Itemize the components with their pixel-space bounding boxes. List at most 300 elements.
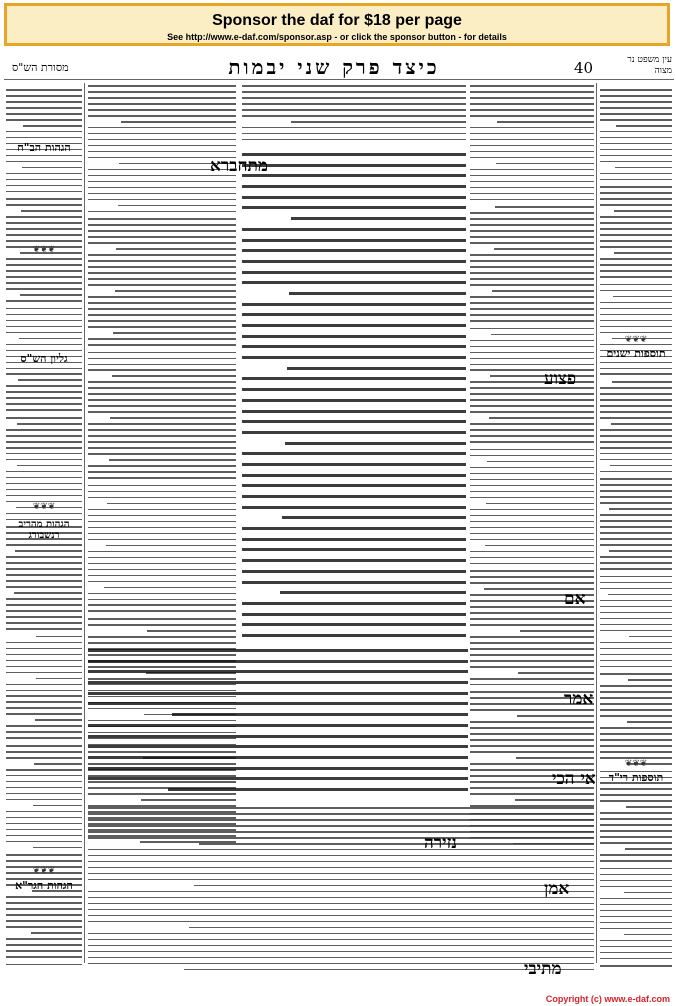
text-line [470, 193, 594, 195]
text-line [88, 230, 236, 232]
text-line [88, 133, 236, 135]
text-line [470, 260, 594, 262]
text-line [21, 210, 82, 212]
text-line [470, 364, 594, 366]
text-line [118, 205, 236, 207]
text-line [600, 709, 672, 711]
text-line [470, 199, 594, 201]
text-line [6, 320, 82, 322]
text-line [600, 258, 672, 260]
text-line [470, 455, 594, 457]
text-line [470, 739, 594, 741]
text-line [242, 239, 466, 242]
text-line [6, 453, 82, 455]
text-line [189, 927, 594, 929]
text-line [88, 604, 236, 606]
text-line [6, 107, 82, 109]
text-line [242, 303, 466, 306]
text-line [6, 417, 82, 419]
text-line [242, 228, 466, 231]
text-line [470, 230, 594, 232]
text-line [242, 127, 466, 129]
text-line [6, 920, 82, 922]
text-line [88, 358, 236, 360]
ornament-icon: ❦❦❦ [32, 502, 56, 512]
text-line [470, 328, 594, 330]
text-line [6, 489, 82, 491]
text-line [34, 763, 82, 765]
text-line [600, 308, 672, 310]
text-line [242, 153, 466, 156]
text-line [600, 940, 672, 942]
text-line [600, 576, 672, 578]
text-line [613, 296, 672, 298]
text-line [291, 121, 466, 123]
text-line [470, 435, 594, 437]
text-line [470, 254, 594, 256]
text-line [291, 217, 466, 220]
text-line [600, 484, 672, 486]
text-line [610, 465, 672, 467]
text-line [110, 417, 236, 419]
text-line [600, 727, 672, 729]
text-line [36, 636, 82, 638]
text-line [6, 556, 82, 558]
text-line [470, 91, 594, 93]
text-line [88, 326, 236, 328]
text-line [470, 570, 594, 572]
text-line [470, 441, 594, 443]
text-line [88, 441, 236, 443]
text-line [168, 788, 468, 791]
text-line [15, 550, 82, 552]
text-line [109, 459, 236, 461]
text-line [6, 690, 82, 692]
text-line [88, 879, 594, 881]
text-line [242, 613, 466, 616]
text-line [600, 204, 672, 206]
text-line [6, 568, 82, 570]
text-line [242, 345, 466, 348]
text-line [600, 612, 672, 614]
text-line [470, 346, 594, 348]
text-line [490, 375, 594, 377]
text-line [88, 477, 236, 479]
text-line [470, 399, 594, 401]
text-line [112, 375, 236, 377]
text-line [609, 550, 672, 552]
text-line [516, 757, 594, 759]
text-line [242, 463, 466, 466]
text-line [470, 721, 594, 723]
text-line [19, 338, 82, 340]
text-line [88, 735, 468, 738]
text-line [600, 715, 672, 717]
text-line [600, 411, 672, 413]
text-line [625, 848, 672, 850]
text-line [88, 435, 236, 437]
text-line [470, 497, 594, 499]
text-line [6, 385, 82, 387]
text-line [242, 474, 466, 477]
text-line [242, 356, 466, 359]
text-line [470, 115, 594, 117]
text-line [600, 824, 672, 826]
text-line [470, 509, 594, 511]
text-line [6, 459, 82, 461]
text-line [6, 332, 82, 334]
text-line [6, 228, 82, 230]
text-line [88, 278, 236, 280]
text-line [491, 334, 594, 336]
text-line [470, 423, 594, 425]
text-line [88, 109, 236, 111]
text-line [22, 167, 82, 169]
text-line [88, 939, 594, 941]
text-line [600, 502, 672, 504]
text-line [88, 945, 594, 947]
text-line [600, 745, 672, 747]
text-line [88, 903, 594, 905]
text-line [88, 660, 468, 663]
text-line [6, 854, 82, 856]
text-line [600, 520, 672, 522]
text-line [470, 624, 594, 626]
text-line [88, 861, 594, 863]
text-line [6, 672, 82, 674]
text-line [470, 85, 594, 87]
text-line [600, 373, 672, 375]
text-line [629, 636, 672, 638]
text-line [614, 252, 672, 254]
text-line [6, 666, 82, 668]
text-line [6, 829, 82, 831]
text-line [6, 373, 82, 375]
text-line [600, 107, 672, 109]
text-line [600, 228, 672, 230]
text-line [113, 332, 236, 334]
text-line [600, 691, 672, 693]
text-line [626, 806, 672, 808]
text-line [600, 842, 672, 844]
text-line [470, 582, 594, 584]
text-line [88, 411, 236, 413]
text-line [600, 320, 672, 322]
text-line [242, 410, 466, 413]
text-line [470, 302, 594, 304]
text-line [88, 636, 236, 638]
text-line [6, 276, 82, 278]
rule-1 [84, 83, 85, 963]
sponsor-headline: Sponsor the daf for $18 per page [212, 12, 462, 29]
text-line [470, 751, 594, 753]
text-line [600, 648, 672, 650]
text-line [600, 441, 672, 443]
text-line [520, 630, 594, 632]
copyright-notice: Copyright (c) www.e-daf.com [545, 994, 670, 1004]
text-line [88, 338, 236, 340]
catchword-8: מתיבי [524, 959, 562, 979]
page-header [4, 53, 674, 81]
text-line [242, 91, 466, 93]
text-line [88, 670, 468, 673]
text-line [88, 399, 236, 401]
text-line [88, 85, 236, 87]
text-line [600, 198, 672, 200]
text-line [6, 198, 82, 200]
text-line [6, 350, 82, 352]
text-line [6, 580, 82, 582]
text-line [600, 332, 672, 334]
text-line [107, 503, 236, 505]
text-line [600, 179, 672, 181]
text-line [600, 429, 672, 431]
text-line [470, 314, 594, 316]
text-line [31, 932, 82, 934]
text-line [600, 886, 672, 888]
text-line [609, 508, 672, 510]
text-line [6, 397, 82, 399]
text-line [470, 557, 594, 559]
margin-title-gilyon: גליון הש"ס [20, 352, 68, 365]
text-line [141, 799, 236, 801]
text-line [88, 103, 236, 105]
text-line [88, 181, 236, 183]
header-left: מסורת הש"ס [12, 61, 69, 74]
text-line [470, 660, 594, 662]
text-line [6, 622, 82, 624]
header-right: עין משפט נר מצוה [627, 55, 672, 76]
text-line [600, 131, 672, 133]
text-line [600, 818, 672, 820]
text-line [470, 666, 594, 668]
text-line [88, 308, 236, 310]
text-line [470, 157, 594, 159]
text-line [600, 685, 672, 687]
text-line [242, 133, 466, 135]
text-line [608, 594, 672, 596]
text-line [600, 276, 672, 278]
text-line [600, 965, 672, 967]
text-line [6, 574, 82, 576]
text-line [88, 260, 236, 262]
text-line [600, 794, 672, 796]
text-line [470, 678, 594, 680]
text-line [6, 787, 82, 789]
text-line [600, 314, 672, 316]
header-rule [4, 79, 674, 80]
text-line [470, 296, 594, 298]
text-line [88, 485, 236, 487]
text-line [6, 137, 82, 139]
text-line [6, 368, 82, 370]
text-line [6, 89, 82, 91]
text-line [242, 313, 466, 316]
text-line [470, 284, 594, 286]
text-line [88, 724, 468, 727]
gemara-text [242, 153, 466, 637]
text-line [6, 707, 82, 709]
text-line [88, 807, 594, 809]
text-line [88, 115, 236, 117]
text-line [88, 151, 236, 153]
text-line [88, 266, 236, 268]
text-line [88, 642, 236, 644]
text-line [600, 642, 672, 644]
text-line [600, 618, 672, 620]
text-line [6, 173, 82, 175]
text-line [486, 503, 594, 505]
text-line [497, 121, 594, 123]
text-line [6, 926, 82, 928]
text-line [615, 167, 672, 169]
text-line [242, 164, 466, 167]
text-line [88, 471, 236, 473]
text-line [600, 868, 672, 870]
text-line [88, 521, 236, 523]
text-line [88, 837, 594, 839]
text-line [600, 234, 672, 236]
text-line [88, 320, 236, 322]
text-line [88, 145, 236, 147]
text-line [6, 513, 82, 515]
text-line [88, 302, 236, 304]
text-line [88, 819, 594, 821]
text-line [88, 581, 236, 583]
text-line [470, 109, 594, 111]
text-line [6, 835, 82, 837]
text-line [6, 258, 82, 260]
text-line [6, 314, 82, 316]
text-line [600, 800, 672, 802]
text-line [6, 191, 82, 193]
text-line [470, 618, 594, 620]
text-line [88, 745, 468, 748]
ornament-icon: ❦❦❦ [624, 759, 648, 769]
text-line [35, 719, 82, 721]
text-line [242, 206, 466, 209]
text-line [242, 570, 466, 573]
sponsor-subline: See http://www.e-daf.com/sponsor.asp - or click the sponsor button - for details [167, 32, 507, 42]
text-line [6, 471, 82, 473]
text-line [242, 495, 466, 498]
text-line [242, 634, 466, 637]
text-line [242, 97, 466, 99]
text-line [6, 642, 82, 644]
text-line [88, 352, 236, 354]
text-line [600, 447, 672, 449]
text-line [614, 210, 672, 212]
text-line [600, 922, 672, 924]
catchword-6: נזירה [424, 833, 457, 853]
text-line [6, 751, 82, 753]
text-line [600, 173, 672, 175]
text-line [495, 206, 594, 208]
text-line [600, 192, 672, 194]
text-line [6, 737, 82, 739]
text-line [88, 429, 236, 431]
text-line [18, 379, 82, 381]
text-line [470, 358, 594, 360]
text-line [6, 391, 82, 393]
text-line [6, 447, 82, 449]
text-line [600, 606, 672, 608]
text-line [470, 763, 594, 765]
margin-title-hagahot-habach: הגהות הב"ח [17, 141, 71, 154]
text-line [88, 509, 236, 511]
text-line [88, 139, 236, 141]
text-line [88, 557, 236, 559]
text-line [121, 121, 236, 123]
text-line [88, 387, 236, 389]
text-line [88, 599, 236, 601]
text-line [6, 902, 82, 904]
text-line [6, 495, 82, 497]
text-line [600, 435, 672, 437]
text-line [88, 855, 594, 857]
text-line [600, 113, 672, 115]
text-line [600, 393, 672, 395]
text-line [6, 793, 82, 795]
text-line [470, 352, 594, 354]
text-line [6, 964, 82, 966]
text-line [88, 692, 468, 695]
text-line [88, 610, 236, 612]
text-line [518, 672, 594, 674]
text-line [242, 174, 466, 177]
text-line [6, 161, 82, 163]
text-line [600, 812, 672, 814]
text-line [470, 642, 594, 644]
text-line [470, 521, 594, 523]
text-line [487, 461, 594, 463]
text-line [242, 623, 466, 626]
text-line [6, 185, 82, 187]
text-line [6, 695, 82, 697]
text-line [600, 222, 672, 224]
text-line [611, 423, 672, 425]
text-line [6, 562, 82, 564]
text-line [6, 586, 82, 588]
sponsor-banner[interactable] [4, 3, 670, 46]
text-line [6, 914, 82, 916]
text-line [6, 95, 82, 97]
text-line [88, 909, 594, 911]
text-line [600, 326, 672, 328]
text-line [282, 516, 466, 519]
text-line [6, 282, 82, 284]
text-line [470, 320, 594, 322]
text-line [242, 559, 466, 562]
text-line [6, 344, 82, 346]
text-line [88, 618, 236, 620]
text-line [600, 95, 672, 97]
text-line [600, 264, 672, 266]
text-line [6, 628, 82, 630]
text-line [470, 684, 594, 686]
text-line [600, 368, 672, 370]
text-line [6, 155, 82, 157]
catchword-5: אי הכי [552, 769, 596, 789]
text-line [88, 539, 236, 541]
text-line [600, 697, 672, 699]
text-line [600, 362, 672, 364]
text-line [88, 187, 236, 189]
text-line [6, 648, 82, 650]
text-line [88, 813, 594, 815]
text-line [88, 897, 594, 899]
text-line [517, 715, 594, 717]
